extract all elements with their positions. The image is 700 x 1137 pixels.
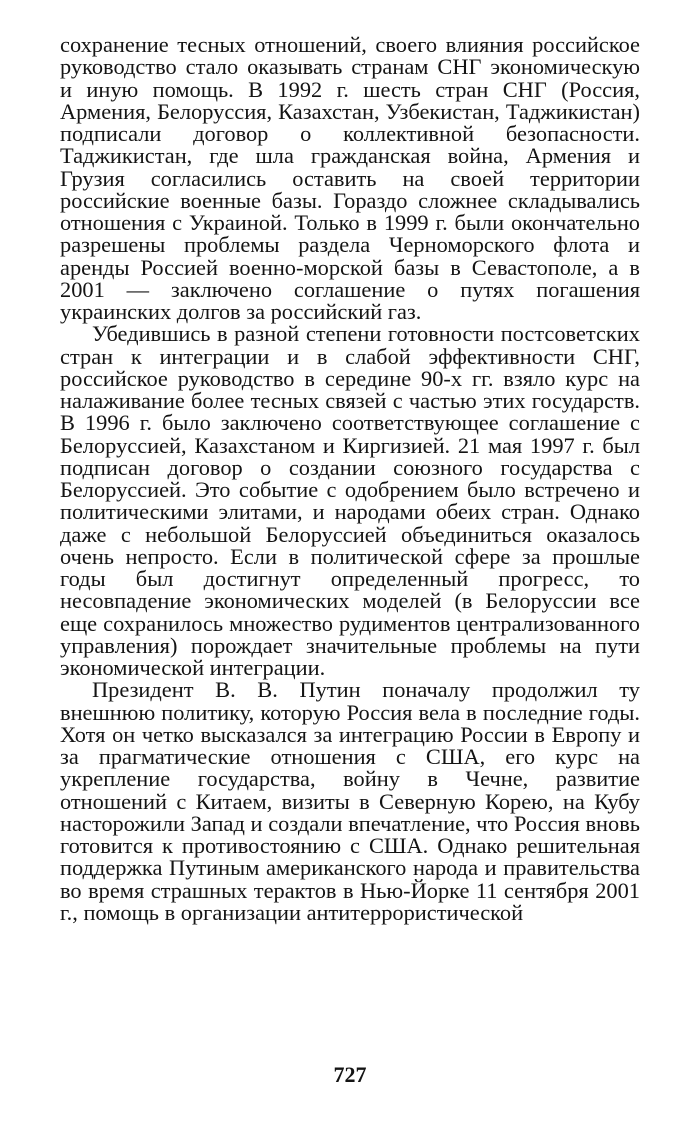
page-number: 727	[333, 1062, 367, 1087]
paragraph-3: Президент В. В. Путин поначалу продолжил ту внешнюю политику, которую Россия вела в последние годы. Хотя он четко высказался за интеграцию России в Европу и за прагматические отношения с США, его курс на укрепление государства, войну в Чечне, развитие отношений с Китаем, визиты в Северную Корею, на Кубу насторожили Запад и создали впечатление, что Россия вновь готовится к противостоянию с США. Однако решительная поддержка Путиным американского народа и правительства во время страшных терактов в Нью-Йорке 11 сентября 2001 г., помощь в организации антитеррористической	[60, 677, 640, 925]
book-page-text	[60, 34, 640, 924]
paragraph-1: сохранение тесных отношений, своего влияния российское руководство стало оказывать странам СНГ экономическую и иную помощь. В 1992 г. шесть стран СНГ (Россия, Армения, Белоруссия, Казахстан, Узбекистан, Таджикистан) подписали договор о коллективной безопасности. Таджикистан, где шла гражданская война, Армения и Грузия согласились оставить на своей территории российские военные базы. Гораздо сложнее складывались отношения с Украиной. Только в 1999 г. были окончательно разрешены проблемы раздела Черноморского флота и аренды Россией военно-морской базы в Севастополе, а в 2001 — заключено соглашение о путях погашения украинских долгов за российский газ.	[60, 32, 640, 324]
paragraph-2: Убедившись в разной степени готовности постсоветских стран к интеграции и в слабой эффективности СНГ, российское руководство в середине 90-х гг. взяло курс на налаживание более тесных связей с частью этих государств. В 1996 г. было заключено соответствующее соглашение с Белоруссией, Казахстаном и Киргизией. 21 мая 1997 г. был подписан договор о создании союзного государства с Белоруссией. Это событие с одобрением было встречено и политическими элитами, и народами обеих стран. Однако даже с небольшой Белоруссией объединиться оказалось очень непросто. Если в политической сфере за прошлые годы был достигнут определенный прогресс, то несовпадение экономических моделей (в Белоруссии все еще сохранилось множество рудиментов централизованного управления) порождает значительные проблемы на пути экономической интеграции.	[60, 321, 640, 680]
